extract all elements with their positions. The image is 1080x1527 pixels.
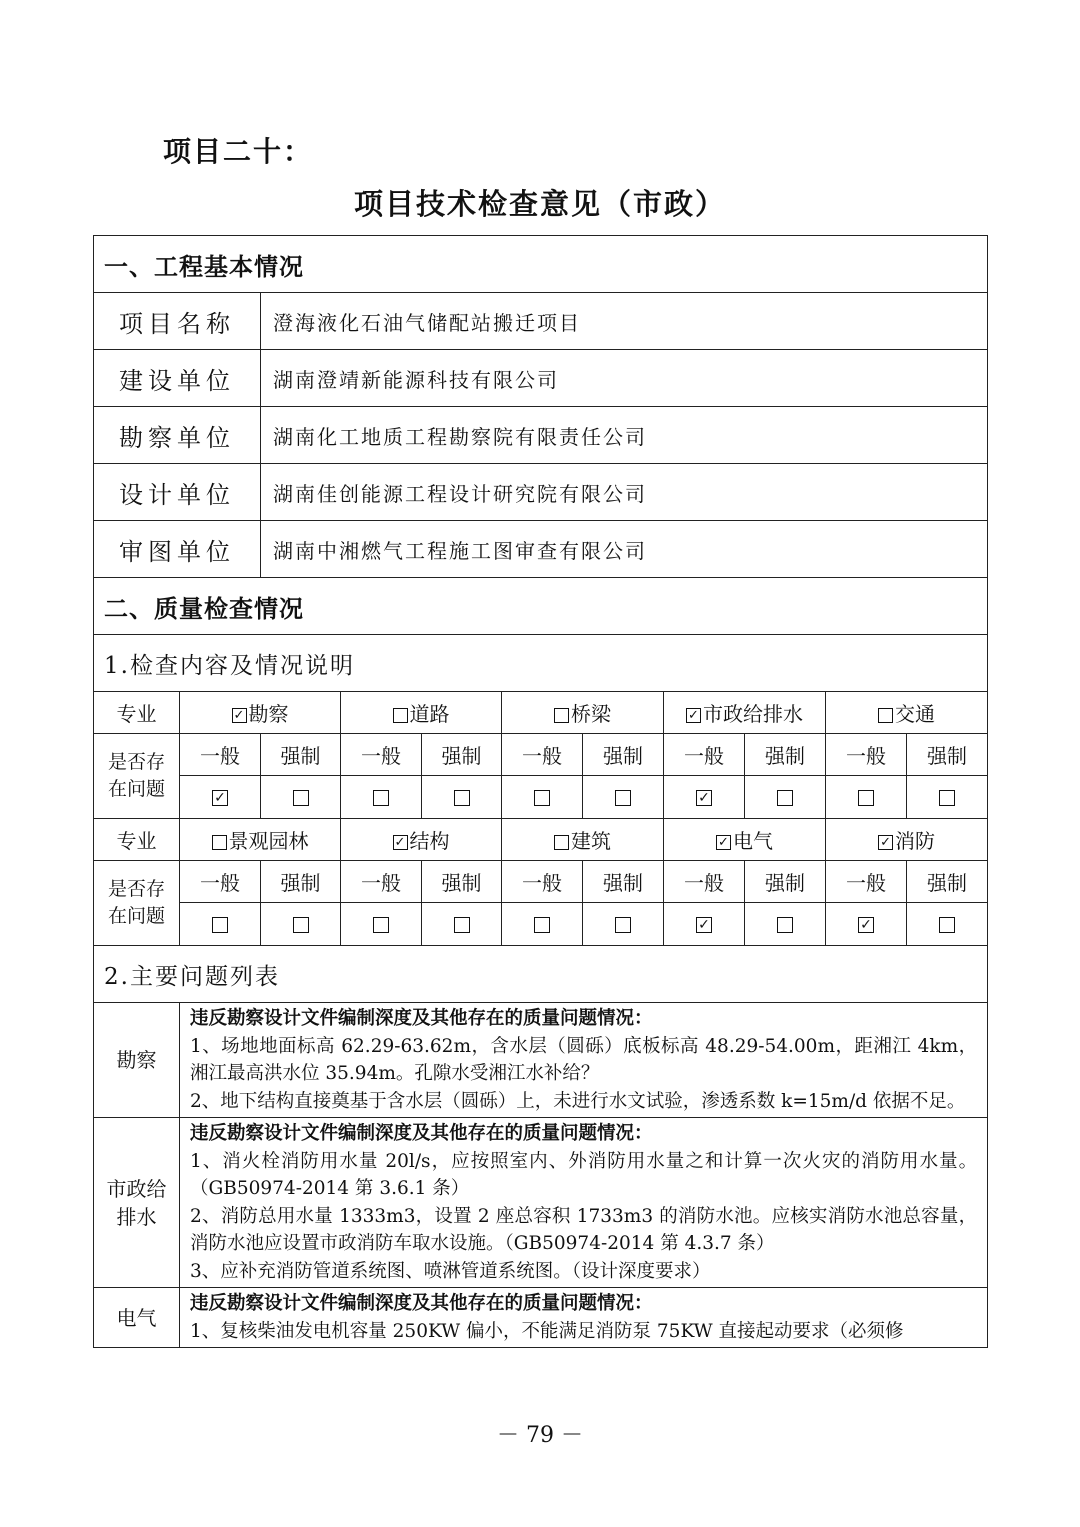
option-general: 一般	[664, 734, 745, 776]
profession-cell	[341, 819, 502, 861]
option-general: 一般	[341, 861, 422, 903]
section-heading: 项目二十：	[163, 135, 314, 168]
general-checkbox	[373, 917, 389, 933]
mandatory-checkbox-cell	[907, 776, 988, 819]
mandatory-checkbox-cell	[261, 776, 341, 819]
option-mandatory: 强制	[907, 861, 988, 903]
general-checkbox-cell	[826, 776, 907, 819]
info-label: 审图单位	[94, 521, 261, 578]
profession-name: 勘察	[248, 702, 289, 726]
subsection-check-content: 1.检查内容及情况说明	[94, 635, 988, 692]
issue-content	[180, 1288, 988, 1348]
profession-cell	[341, 692, 502, 734]
profession-checkbox: ✓	[393, 835, 408, 850]
general-checkbox-cell	[180, 776, 261, 819]
option-general: 一般	[502, 861, 583, 903]
general-checkbox: ✓	[212, 790, 228, 806]
option-mandatory: 强制	[907, 734, 988, 776]
mandatory-checkbox	[293, 790, 309, 806]
option-mandatory: 强制	[583, 734, 664, 776]
option-mandatory: 强制	[261, 734, 341, 776]
info-value: 湖南澄靖新能源科技有限公司	[261, 350, 988, 407]
option-general: 一般	[826, 861, 907, 903]
issue-profession	[94, 1118, 180, 1288]
issue-content	[180, 1003, 988, 1118]
section2-title: 二、质量检查情况	[94, 578, 988, 635]
general-checkbox-cell	[664, 903, 745, 946]
mandatory-checkbox	[777, 790, 793, 806]
profession-cell	[826, 819, 988, 861]
profession-row	[94, 819, 988, 861]
issue-header: 违反勘察设计文件编制深度及其他存在的质量问题情况：	[190, 1008, 653, 1029]
info-value: 澄海液化石油气储配站搬迁项目	[261, 293, 988, 350]
option-mandatory: 强制	[583, 861, 664, 903]
mandatory-checkbox	[939, 917, 955, 933]
info-row	[94, 407, 988, 464]
issue-item: 2、地下结构直接奠基于含水层（圆砾）上，未进行水文试验，渗透系数 k=15m/d 依据不足。	[190, 1090, 966, 1112]
profession-checkbox	[554, 708, 569, 723]
general-checkbox-cell	[341, 776, 422, 819]
mandatory-checkbox-cell	[261, 903, 341, 946]
issue-item: 1、场地地面标高 62.29-63.62m，含水层（圆砾）底板标高 48.29-54.00m，距湘江 4km，湘江最高洪水位 35.94m。孔隙水受湘江水补给？	[190, 1035, 978, 1084]
general-checkbox: ✓	[858, 917, 874, 933]
profession-name: 景观园林	[228, 829, 309, 853]
profession-name: 交通	[895, 702, 936, 726]
issue-profession	[94, 1288, 180, 1348]
general-checkbox-cell	[341, 903, 422, 946]
info-value: 湖南佳创能源工程设计研究院有限公司	[261, 464, 988, 521]
profession-checkbox: ✓	[232, 708, 247, 723]
option-general: 一般	[180, 861, 261, 903]
general-checkbox-cell	[502, 776, 583, 819]
mandatory-checkbox-cell	[583, 776, 664, 819]
option-mandatory: 强制	[422, 734, 502, 776]
mandatory-checkbox-cell	[422, 776, 502, 819]
issue-row	[94, 1003, 988, 1118]
general-checkbox: ✓	[696, 790, 712, 806]
general-checkbox-cell	[180, 903, 261, 946]
mandatory-checkbox	[777, 917, 793, 933]
info-label: 项目名称	[94, 293, 261, 350]
profession-cell	[502, 819, 664, 861]
general-checkbox	[534, 917, 550, 933]
profession-checkbox	[393, 708, 408, 723]
issue-exists-label-line2: 在问题	[107, 778, 165, 800]
profession-cell	[502, 692, 664, 734]
issue-profession-line1: 市政给	[106, 1176, 167, 1201]
profession-checkbox	[212, 835, 227, 850]
subsection-issue-list: 2.主要问题列表	[94, 946, 988, 1003]
issue-exists-label-line1: 是否存	[107, 878, 165, 900]
profession-cell	[180, 819, 341, 861]
profession-name: 建筑	[571, 829, 611, 853]
option-general: 一般	[826, 734, 907, 776]
profession-name: 道路	[409, 702, 450, 726]
issue-header: 违反勘察设计文件编制深度及其他存在的质量问题情况：	[190, 1123, 653, 1144]
profession-name: 电气	[733, 829, 773, 853]
issue-row	[94, 1288, 988, 1348]
issue-exists-label-line2: 在问题	[107, 905, 165, 927]
general-checkbox-cell	[826, 903, 907, 946]
option-mandatory: 强制	[745, 734, 826, 776]
document-title: 项目技术检查意见（市政）	[353, 187, 726, 221]
general-checkbox: ✓	[696, 917, 712, 933]
issue-content	[180, 1118, 988, 1288]
general-checkbox	[212, 917, 228, 933]
option-row	[94, 861, 988, 903]
info-label: 勘察单位	[94, 407, 261, 464]
option-general: 一般	[664, 861, 745, 903]
profession-cell	[180, 692, 341, 734]
mandatory-checkbox	[454, 790, 470, 806]
section1-title: 一、工程基本情况	[94, 236, 988, 293]
option-mandatory: 强制	[422, 861, 502, 903]
mandatory-checkbox-cell	[907, 903, 988, 946]
general-checkbox-cell	[664, 776, 745, 819]
issue-exists-label-line1: 是否存	[107, 751, 165, 773]
issue-item: 1、复核柴油发电机容量 250KW 偏小，不能满足消防泵 75KW 直接起动要求（必须修	[190, 1320, 904, 1342]
option-row	[94, 734, 988, 776]
issue-profession-line1: 勘察	[116, 1048, 157, 1072]
profession-name: 桥梁	[571, 702, 611, 726]
issue-item: 1、消火栓消防用水量 20l/s，应按照室内、外消防用水量之和计算一次火灾的消防用水量。（GB50974-2014 第 3.6.1 条）	[190, 1150, 978, 1199]
mandatory-checkbox-cell	[745, 903, 826, 946]
checkbox-row	[94, 776, 988, 819]
profession-label: 专业	[94, 819, 180, 861]
issue-row	[94, 1118, 988, 1288]
profession-name: 消防	[895, 829, 936, 853]
general-checkbox	[373, 790, 389, 806]
general-checkbox-cell	[502, 903, 583, 946]
profession-name: 结构	[409, 829, 450, 853]
profession-checkbox: ✓	[878, 835, 893, 850]
issue-profession-line2: 排水	[116, 1204, 157, 1229]
issue-exists-label	[94, 734, 180, 819]
info-row	[94, 521, 988, 578]
profession-name: 市政给排水	[703, 702, 803, 726]
info-row	[94, 350, 988, 407]
mandatory-checkbox	[615, 917, 631, 933]
page-number: － 79 －	[497, 1423, 583, 1448]
issue-exists-label	[94, 861, 180, 946]
option-mandatory: 强制	[261, 861, 341, 903]
issue-profession	[94, 1003, 180, 1118]
option-general: 一般	[341, 734, 422, 776]
profession-checkbox: ✓	[716, 835, 731, 850]
profession-label: 专业	[94, 692, 180, 734]
issue-item: 2、消防总用水量 1333m3，设置 2 座总容积 1733m3 的消防水池。应核实消防水池总容量，消防水池应设置市政消防车取水设施。（GB50974-2014 第 4.3.7 条）	[190, 1205, 978, 1254]
issue-profession-line1: 电气	[116, 1305, 157, 1330]
checkbox-row	[94, 903, 988, 946]
option-general: 一般	[502, 734, 583, 776]
issue-header: 违反勘察设计文件编制深度及其他存在的质量问题情况：	[190, 1293, 653, 1314]
profession-checkbox: ✓	[686, 708, 701, 723]
info-value: 湖南中湘燃气工程施工图审查有限公司	[261, 521, 988, 578]
option-mandatory: 强制	[745, 861, 826, 903]
info-row	[94, 464, 988, 521]
mandatory-checkbox	[293, 917, 309, 933]
mandatory-checkbox	[939, 790, 955, 806]
general-checkbox	[534, 790, 550, 806]
general-checkbox	[858, 790, 874, 806]
info-row	[94, 293, 988, 350]
mandatory-checkbox	[454, 917, 470, 933]
profession-cell	[826, 692, 988, 734]
info-label: 建设单位	[94, 350, 261, 407]
inspection-table	[93, 235, 988, 1348]
profession-checkbox	[554, 835, 569, 850]
profession-cell	[664, 819, 826, 861]
issue-item: 3、应补充消防管道系统图、喷淋管道系统图。（设计深度要求）	[190, 1260, 711, 1282]
profession-row	[94, 692, 988, 734]
profession-checkbox	[878, 708, 893, 723]
info-value: 湖南化工地质工程勘察院有限责任公司	[261, 407, 988, 464]
option-general: 一般	[180, 734, 261, 776]
mandatory-checkbox-cell	[745, 776, 826, 819]
mandatory-checkbox	[615, 790, 631, 806]
mandatory-checkbox-cell	[422, 903, 502, 946]
profession-cell	[664, 692, 826, 734]
info-label: 设计单位	[94, 464, 261, 521]
mandatory-checkbox-cell	[583, 903, 664, 946]
